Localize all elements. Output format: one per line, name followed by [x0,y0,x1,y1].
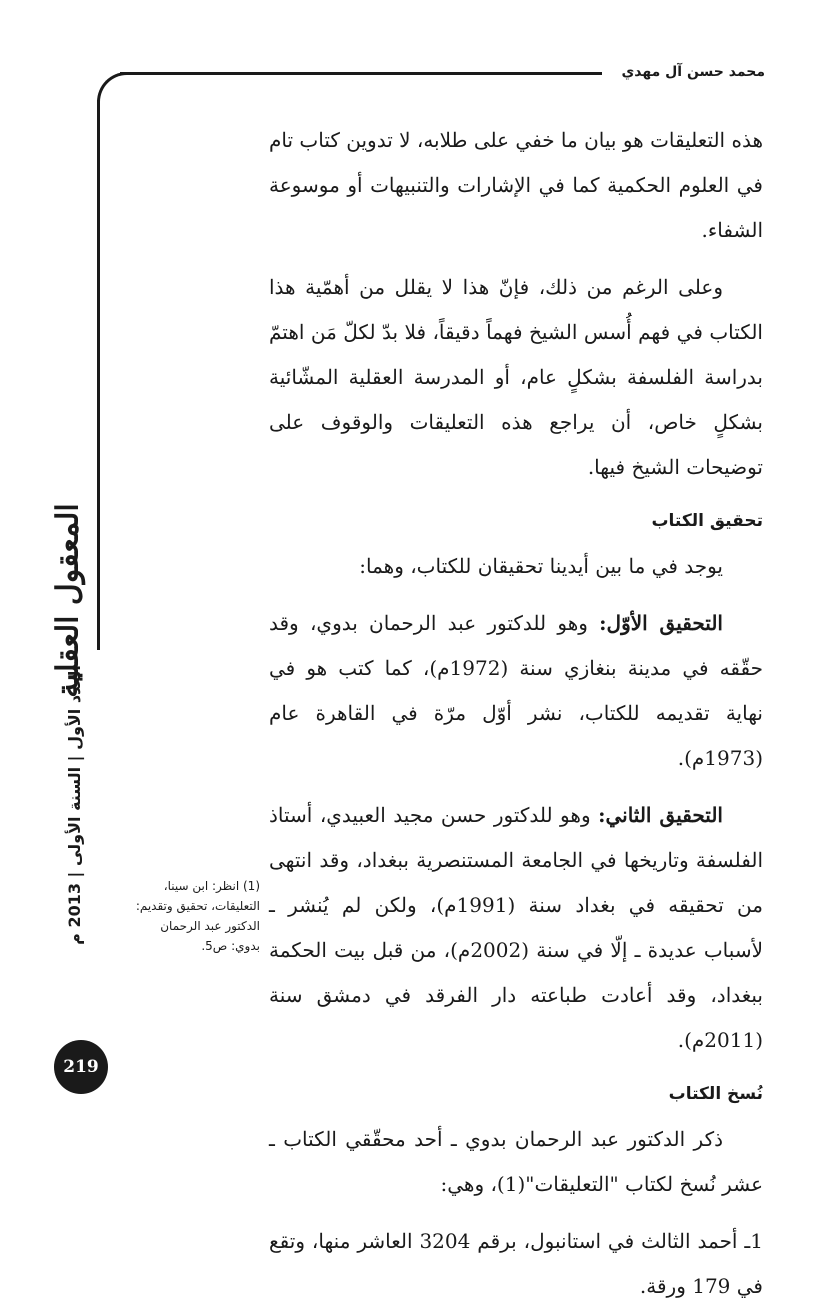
section-heading: تحقيق الكتاب [651,511,763,531]
paragraph: 1ـ أحمد الثالث في استانبول، برقم 3204 العاشر منها، وتقع في 179 ورقة. [269,1229,763,1298]
paragraph: يوجد في ما بين أيدينا تحقيقان للكتاب، وهما: [359,554,723,578]
paragraph-text: وهو للدكتور عبد الرحمان بدوي، وقد حقّقه في مدينة بنغازي سنة (1972م)، كما كتب هو في نهاية تقديمه للكتاب، نشر أوّل مرّة في القاهرة عام (1973م). [269,611,763,770]
journal-title: المعقول العقلية [50,502,86,698]
paragraph [269,793,763,1063]
page-number: 219 [54,1040,108,1094]
paragraph: وعلى الرغم من ذلك، فإنّ هذا لا يقلل من أهمّية هذا الكتاب في فهم أُسس الشيخ فهماً دقيقاً، فلا بدّ لكلّ مَن اهتمّ بدراسة الفلسفة بشكلٍ عام، أو المدرسة العقلية المشّائية بشكلٍ خاص، أن يراجع هذه التعليقات والوقوف على توضيحات الشيخ فيها. [269,275,763,479]
paragraph-text: وهو للدكتور حسن مجيد العبيدي، أستاذ الفلسفة وتاريخها في الجامعة المستنصرية ببغداد، وقد انتهى من تحقيقه في بغداد سنة (1991م)، ولكن لم يُنشر ـ لأسباب عديدة ـ إلّا في سنة (2002م)، من قبل بيت الحكمة ببغداد، وقد أعادت طباعته دار الفرقد في دمشق سنة (2011م). [269,803,763,1052]
running-header: محمد حسن آل مهدي [621,64,765,80]
header-rule [120,72,602,75]
paragraph-lead: التحقيق الثاني: [598,803,723,827]
paragraph: ذكر الدكتور عبد الرحمان بدوي ـ أحد محقّقي الكتاب ـ عشر نُسخ لكتاب "التعليقات"(1)، وهي: [269,1127,763,1196]
issue-info: العدد الأول | السنة الأولى | 2013 م [65,665,84,945]
footnote: (1) انظر: ابن سينا، التعليقات، تحقيق وتقديم: الدكتور عبد الرحمان بدوي: ص5. [135,879,260,953]
paragraph: هذه التعليقات هو بيان ما خفي على طلابه، لا تدوين كتاب تام في العلوم الحكمية كما في الإشارات والتنبيهات أو موسوعة الشفاء. [269,128,763,242]
section-heading: نُسخ الكتاب [668,1084,763,1104]
frame-corner [97,72,137,112]
main-text [269,118,763,1309]
paragraph [269,601,763,781]
paragraph-lead: التحقيق الأوّل: [599,611,723,635]
